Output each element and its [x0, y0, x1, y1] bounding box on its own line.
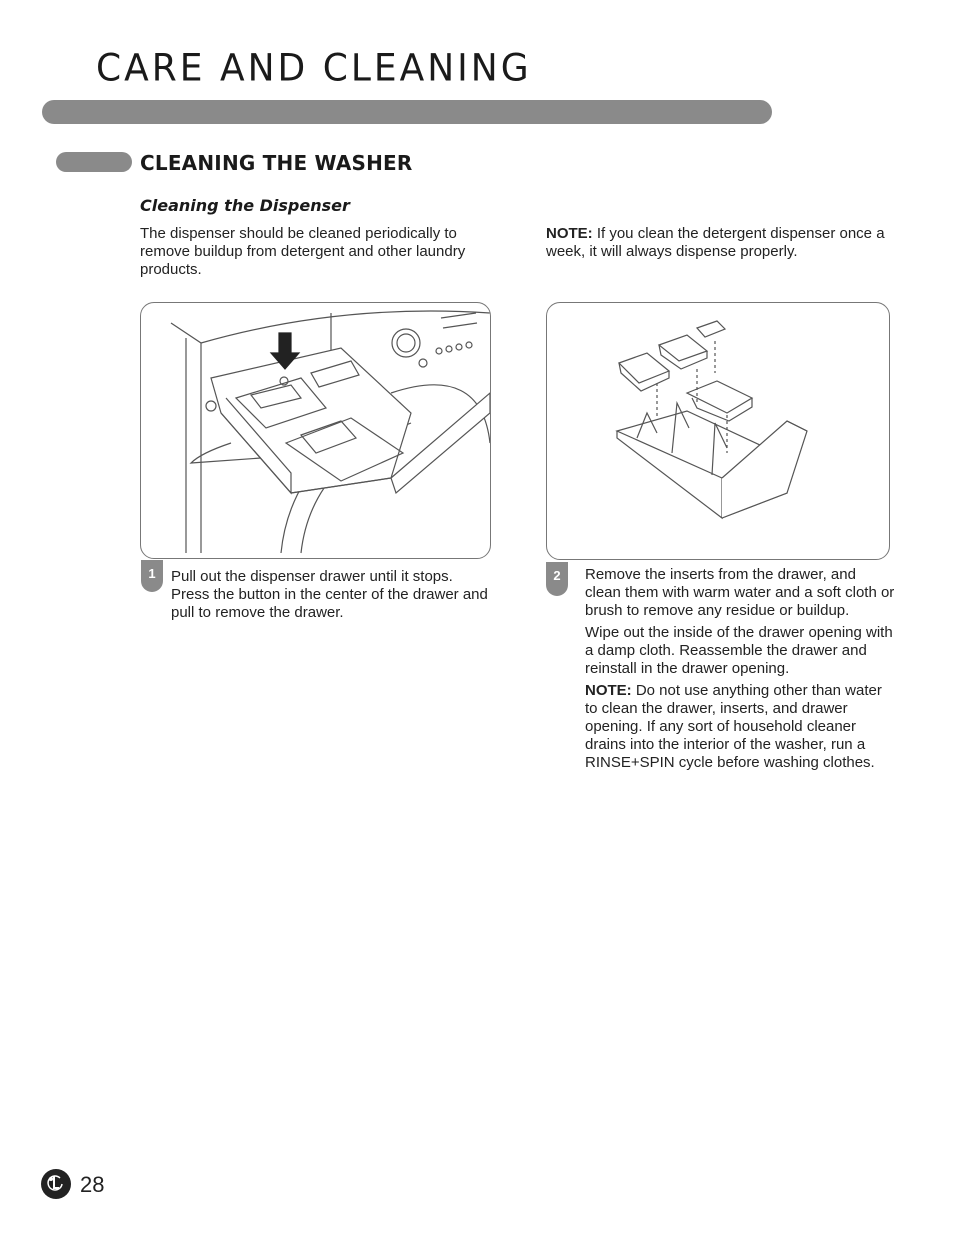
drawer-inserts-illustration [547, 303, 889, 559]
step-2-note-label: NOTE: [585, 682, 632, 699]
note-label: NOTE: [546, 225, 593, 242]
page-title: CARE AND CLEANING [96, 46, 532, 91]
dispenser-drawer-illustration [141, 303, 490, 558]
page-number: 28 [80, 1172, 105, 1197]
note-text: If you clean the detergent dispenser once a week, it will always dispense properly. [546, 225, 885, 260]
step-2-note-text: Do not use anything other than water to clean the drawer, inserts, and drawer opening. If any sort of household cleaner drains into the interior of the washer, run a RINSE+SPIN cycle before washing clothes. [585, 682, 882, 771]
note-paragraph [546, 225, 896, 261]
step-1-text: Pull out the dispenser drawer until it stops. Press the button in the center of the drawer and pull to remove the drawer. [171, 568, 488, 621]
step-2-note [585, 682, 895, 772]
figure-dispenser-drawer [140, 302, 491, 559]
step-2-badge: 2 [546, 562, 568, 596]
subheading: Cleaning the Dispenser [140, 196, 350, 215]
title-bar [42, 100, 772, 124]
section-marker [56, 152, 132, 172]
step-2-paragraph-2: Wipe out the inside of the drawer opening with a damp cloth. Reassemble the drawer and reinstall in the drawer opening. [585, 624, 893, 677]
step-2-text [585, 566, 895, 776]
step-1-badge: 1 [141, 560, 163, 592]
lg-logo-icon [40, 1168, 72, 1200]
figure-drawer-inserts [546, 302, 890, 560]
intro-paragraph: The dispenser should be cleaned periodically to remove buildup from detergent and other laundry products. [140, 225, 466, 278]
section-heading: CLEANING THE WASHER [140, 151, 413, 175]
step-2-paragraph-1: Remove the inserts from the drawer, and clean them with warm water and a soft cloth or brush to remove any residue or buildup. [585, 566, 895, 619]
